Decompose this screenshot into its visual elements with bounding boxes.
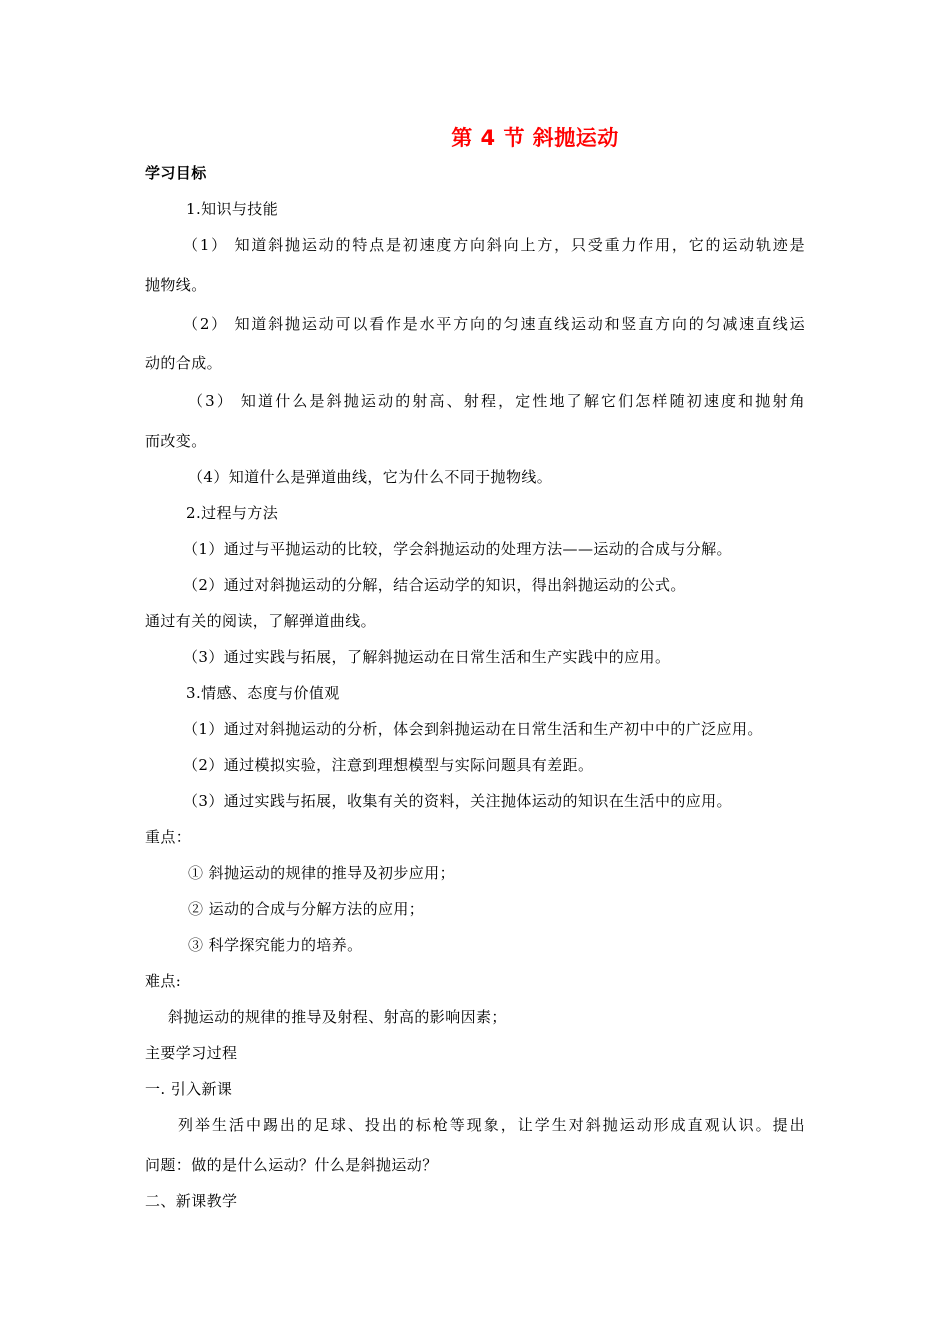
section-heading-difficulties: 难点: bbox=[145, 972, 182, 990]
paragraph-line: （2）通过模拟实验，注意到理想模型与实际问题具有差距。 bbox=[183, 756, 594, 774]
paragraph-line: 斜抛运动的规律的推导及射程、射高的影响因素； bbox=[168, 1008, 507, 1026]
paragraph-line: （2）通过对斜抛运动的分解，结合运动学的知识，得出斜抛运动的公式。 bbox=[183, 576, 686, 594]
paragraph-line: 问题：做的是什么运动？什么是斜抛运动？ bbox=[145, 1156, 438, 1174]
subheading-process-methods: 2.过程与方法 bbox=[186, 504, 279, 522]
subheading-knowledge-skills: 1.知识与技能 bbox=[186, 200, 279, 218]
section-heading-intro: 一. 引入新课 bbox=[145, 1080, 233, 1098]
section-heading-main-process: 主要学习过程 bbox=[145, 1044, 238, 1062]
section-heading-learning-goals: 学习目标 bbox=[145, 164, 207, 182]
list-item: ③ 科学探究能力的培养。 bbox=[188, 936, 363, 954]
subheading-emotions-values: 3.情感、态度与价值观 bbox=[186, 684, 340, 702]
paragraph-line: 动的合成。 bbox=[145, 354, 223, 372]
paragraph-line: （2） 知道斜抛运动可以看作是水平方向的匀速直线运动和竖直方向的匀减速直线运 bbox=[183, 315, 805, 333]
paragraph-line: （3）通过实践与拓展，了解斜抛运动在日常生活和生产实践中的应用。 bbox=[183, 648, 671, 666]
paragraph-line: （4）知道什么是弹道曲线，它为什么不同于抛物线。 bbox=[188, 468, 553, 486]
page-title: 第 4 节 斜抛运动 bbox=[451, 126, 619, 150]
paragraph-line: 而改变。 bbox=[145, 432, 207, 450]
section-heading-new-lesson: 二、新课教学 bbox=[145, 1192, 238, 1210]
paragraph-line: （1）通过对斜抛运动的分析，体会到斜抛运动在日常生活和生产初中中的广泛应用。 bbox=[183, 720, 763, 738]
paragraph-line: 抛物线。 bbox=[145, 276, 207, 294]
section-heading-key-points: 重点： bbox=[145, 828, 192, 846]
list-item: ② 运动的合成与分解方法的应用； bbox=[188, 900, 425, 918]
paragraph-line: （3）通过实践与拓展，收集有关的资料，关注抛体运动的知识在生活中的应用。 bbox=[183, 792, 732, 810]
paragraph-line: （1）通过与平抛运动的比较，学会斜抛运动的处理方法——运动的合成与分解。 bbox=[183, 540, 732, 558]
paragraph-line: 列举生活中踢出的足球、投出的标枪等现象，让学生对斜抛运动形成直观认识。提出 bbox=[178, 1116, 805, 1134]
list-item: ① 斜抛运动的规律的推导及初步应用； bbox=[188, 864, 455, 882]
paragraph-line: 通过有关的阅读，了解弹道曲线。 bbox=[145, 612, 377, 630]
paragraph-line: （1） 知道斜抛运动的特点是初速度方向斜向上方，只受重力作用，它的运动轨迹是 bbox=[183, 236, 805, 254]
paragraph-line: （3） 知道什么是斜抛运动的射高、射程，定性地了解它们怎样随初速度和抛射角 bbox=[188, 392, 805, 410]
